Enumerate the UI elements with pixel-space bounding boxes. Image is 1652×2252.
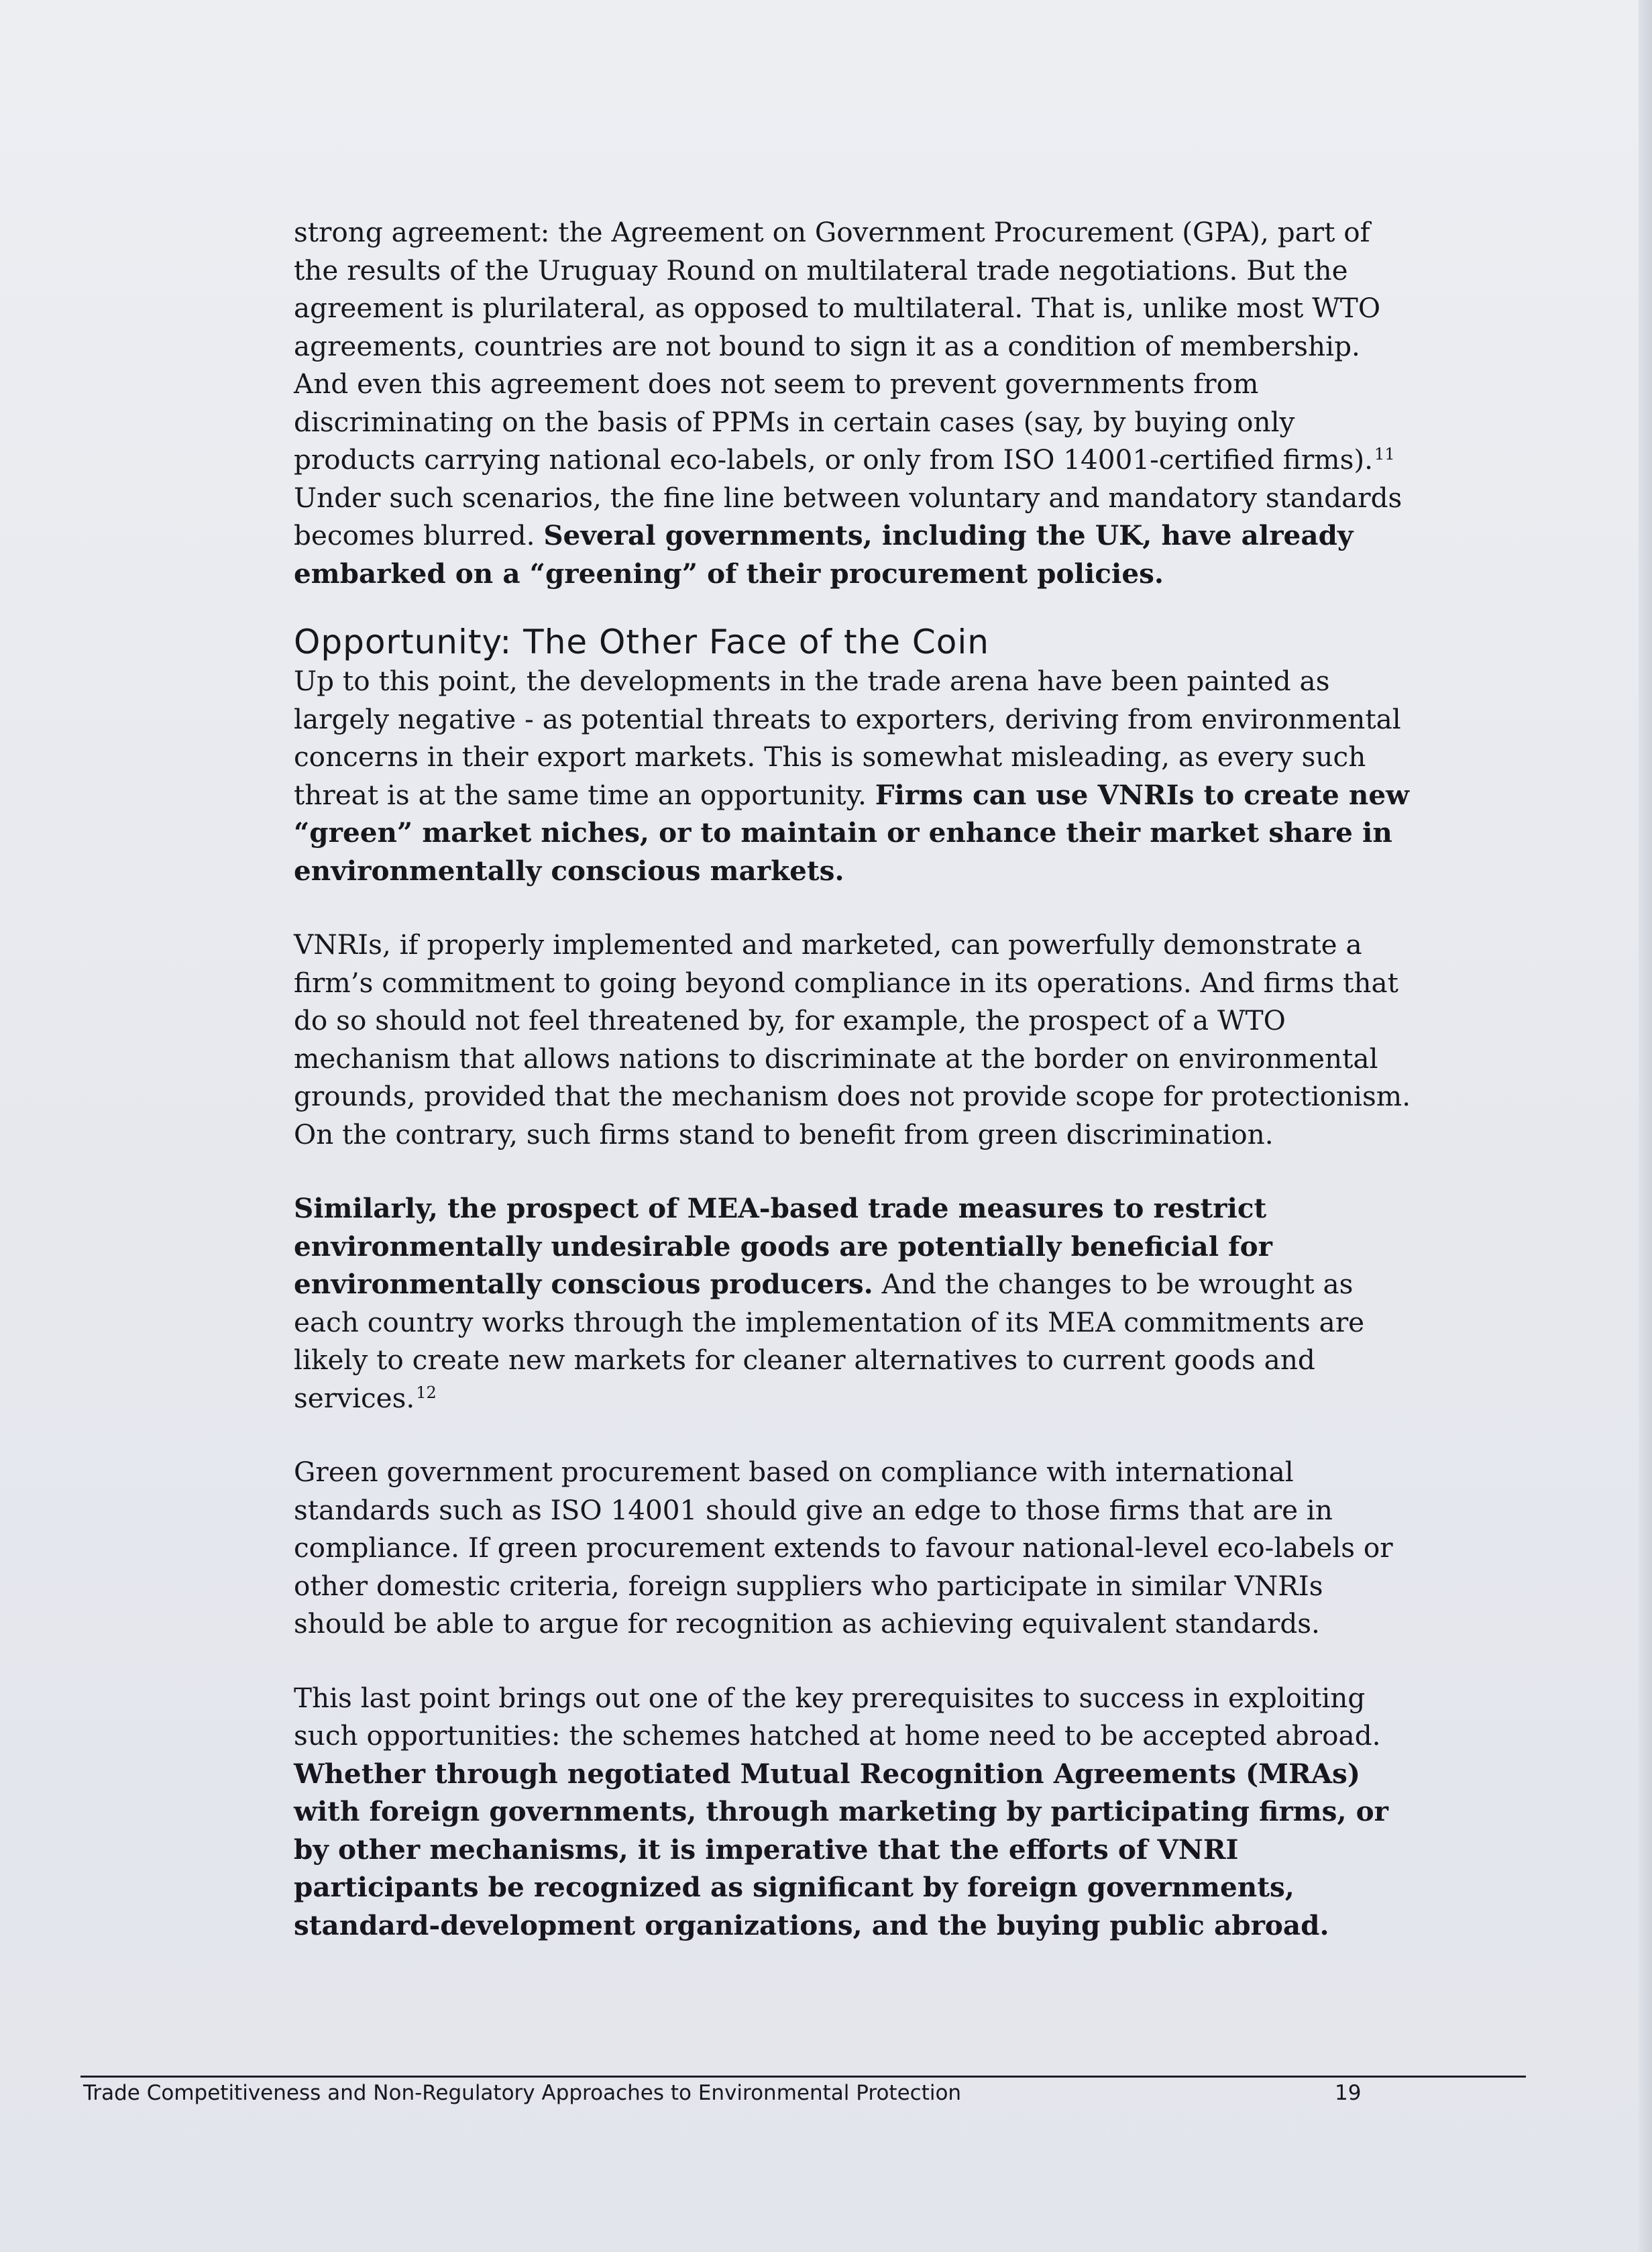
paragraph-gpa [294, 213, 1421, 592]
paragraph-prerequisites [294, 1679, 1421, 1945]
paragraph-mea-bold: Similarly, the prospect of MEA-based trade measures to restrict environmentally undesirable goods are potentially beneficial for environmentally conscious producers. [294, 1192, 1272, 1300]
paragraph-prerequisites-bold: Whether through negotiated Mutual Recognition Agreements (MRAs) with foreign governments, through marketing by participating firms, or by other mechanisms, it is imperative that the efforts of VNRI participants be recognized as significant by foreign governments, standard-development organizations, and the buying public abroad. [294, 1757, 1389, 1941]
paragraph-gpa-text: strong agreement: the Agreement on Government Procurement (GPA), part of the results of the Uruguay Round on multilateral trade negotiations. But the agreement is plurilateral, as opposed to multilateral. That is, unlike most WTO agreements, countries are not bound to sign it as a condition of membership. And even this agreement does not seem to prevent governments from discriminating on the basis of PPMs in certain cases (say, by buying only products carrying national eco-labels, or only from ISO 14001-certified firms). [294, 216, 1381, 476]
body-text [294, 213, 1421, 1944]
paragraph-vnris [294, 926, 1421, 1153]
paragraph-mea [294, 1189, 1421, 1417]
footer-divider [80, 2076, 1526, 2078]
paragraph-green-procurement [294, 1453, 1421, 1643]
section-heading: Opportunity: The Other Face of the Coin [294, 623, 989, 661]
footer-title: Trade Competitiveness and Non-Regulatory Approaches to Environmental Protection [83, 2081, 962, 2105]
paragraph-mea-text: And the changes to be wrought as each country works through the implementation of its MEA commitments are likely to create new markets for cleaner alternatives to current goods and services. [294, 1268, 1365, 1414]
paragraph-opportunity-bold: Firms can use VNRIs to create new “green” market niches, or to maintain or enhance their market share in environmentally conscious markets. [294, 778, 1409, 887]
paragraph-green-procurement-text: Green government procurement based on compliance with international standards such as ISO 14001 should give an edge to those firms that are in compliance. If green procurement extends to favour national-level eco-labels or other domestic criteria, foreign suppliers who participate in similar VNRIs should be able to argue for recognition as achieving equivalent standards. [294, 1456, 1393, 1640]
footnote-ref-11[interactable]: 11 [1374, 445, 1395, 464]
paragraph-prerequisites-text: This last point brings out one of the key prerequisites to success in exploiting such opportunities: the schemes hatched at home need to be accepted abroad. [294, 1681, 1381, 1752]
footnote-ref-12[interactable]: 12 [416, 1383, 437, 1402]
page-edge-shadow [1639, 0, 1652, 2252]
paragraph-gpa-text-after: Under such scenarios, the fine line between voluntary and mandatory standards becomes blurred. [294, 481, 1402, 551]
paragraph-vnris-text: VNRIs, if properly implemented and marketed, can powerfully demonstrate a firm’s commitment to going beyond compliance in its operations. And firms that do so should not feel threatened by, for example, the prospect of a WTO mechanism that allows nations to discriminate at the border on environmental grounds, provided that the mechanism does not provide scope for protectionism. On the contrary, such firms stand to benefit from green discrimination. [294, 928, 1411, 1150]
paragraph-gpa-bold: Several governments, including the UK, have already embarked on a “greening” of their procurement policies. [294, 519, 1354, 590]
page-number: 19 [1335, 2081, 1362, 2105]
paragraph-opportunity [294, 662, 1421, 890]
paragraph-opportunity-text: Up to this point, the developments in the trade arena have been painted as largely negative - as potential threats to exporters, deriving from environmental concerns in their export markets. This is somewhat misleading, as every such threat is at the same time an opportunity. [294, 665, 1401, 811]
